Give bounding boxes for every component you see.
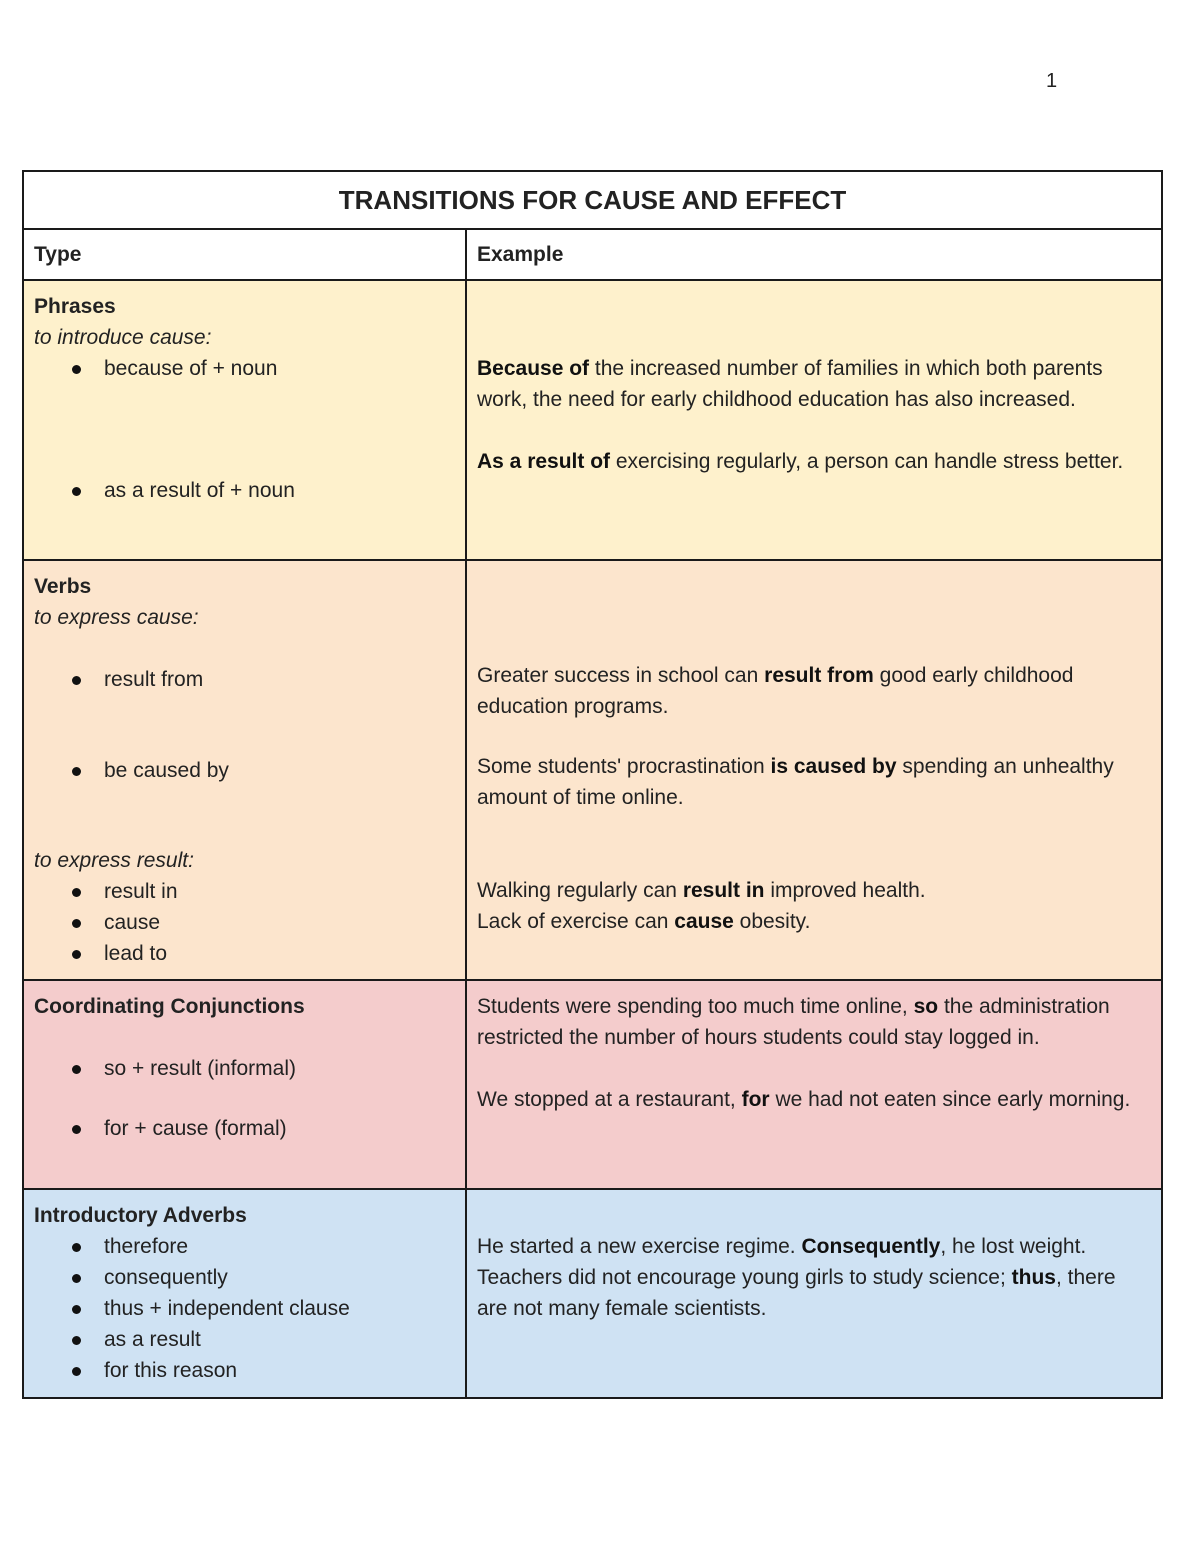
example-post: obesity. [733,910,811,933]
example-cell-adverbs [466,1189,1162,1398]
list-item: result in [34,876,455,907]
example-keyword: so [913,995,939,1018]
example-cell-conjunctions [466,980,1162,1189]
table-title: TRANSITIONS FOR CAUSE AND EFFECT [23,171,1162,229]
list-item: be caused by [34,755,455,786]
example-rest: the increased number of families in which both parents work, the need for early childhood education has also increased. [477,357,1103,411]
example-pre: Greater success in school can [477,664,765,687]
row-verbs [23,560,1162,980]
example-text [477,906,1151,937]
example-post: improved health. [764,879,926,902]
row-phrases [23,280,1162,560]
type-cell-phrases [23,280,466,560]
verbs-heading: Verbs [34,575,92,598]
example-post: spending an unhealthy amount of time online. [477,755,1114,809]
example-text [477,875,1151,906]
header-row [23,229,1162,280]
example-post: the administration restricted the number of hours students could stay logged in. [477,995,1110,1049]
title-row [23,171,1162,229]
list-item: therefore [34,1231,455,1262]
example-keyword: result from [764,664,874,687]
example-text [477,991,1151,1053]
type-cell-verbs [23,560,466,980]
example-post: , there are not many female scientists. [477,1266,1116,1320]
example-pre: Some students' procrastination [477,755,771,778]
type-cell-conjunctions [23,980,466,1189]
conj-heading: Coordinating Conjunctions [34,995,305,1018]
example-pre: Teachers did not encourage young girls to study science; [477,1266,1012,1289]
verbs-sub-cause: to express cause: [34,606,199,629]
example-text [477,353,1151,415]
row-adverbs [23,1189,1162,1398]
phrases-subheading: to introduce cause: [34,326,212,349]
example-text [477,660,1151,722]
type-cell-adverbs [23,1189,466,1398]
list-item: as a result of + noun [34,475,455,506]
example-keyword: Because of [477,357,590,380]
adverbs-heading: Introductory Adverbs [34,1204,247,1227]
example-pre: Students were spending too much time online, [477,995,914,1018]
example-text [477,1231,1151,1262]
header-example: Example [466,229,1162,280]
example-post: we had not eaten since early morning. [769,1088,1131,1111]
example-text [477,1262,1151,1324]
list-item: cause [34,907,455,938]
example-text [477,751,1151,813]
example-keyword: for [741,1088,770,1111]
example-keyword: is caused by [770,755,897,778]
example-pre: He started a new exercise regime. [477,1235,802,1258]
example-rest: exercising regularly, a person can handle stress better. [610,450,1124,473]
list-item: consequently [34,1262,455,1293]
example-pre: Lack of exercise can [477,910,675,933]
example-keyword: thus [1011,1266,1056,1289]
example-cell-verbs [466,560,1162,980]
transitions-table [22,170,1163,1399]
list-item: as a result [34,1324,455,1355]
list-item: because of + noun [34,353,455,384]
phrases-list [34,353,455,506]
list-item: lead to [34,938,455,969]
example-post: , he lost weight. [940,1235,1087,1258]
row-conjunctions [23,980,1162,1189]
example-keyword: Consequently [801,1235,941,1258]
adverbs-list [34,1231,455,1386]
header-type: Type [23,229,466,280]
example-keyword: cause [674,910,734,933]
conj-list [34,1053,455,1144]
list-item: thus + independent clause [34,1293,455,1324]
list-item: result from [34,664,455,695]
list-item: for this reason [34,1355,455,1386]
verbs-result-list [34,876,455,969]
verbs-cause-list [34,664,455,786]
example-cell-phrases [466,280,1162,560]
list-item: for + cause (formal) [34,1113,455,1144]
example-text [477,446,1151,477]
verbs-sub-result: to express result: [34,849,194,872]
example-keyword: As a result of [477,450,611,473]
phrases-heading: Phrases [34,295,116,318]
example-pre: We stopped at a restaurant, [477,1088,742,1111]
example-keyword: result in [682,879,765,902]
page-number: 1 [1046,70,1058,92]
list-item: so + result (informal) [34,1053,455,1084]
example-text [477,1084,1151,1115]
example-pre: Walking regularly can [477,879,683,902]
example-post: good early childhood education programs. [477,664,1074,718]
